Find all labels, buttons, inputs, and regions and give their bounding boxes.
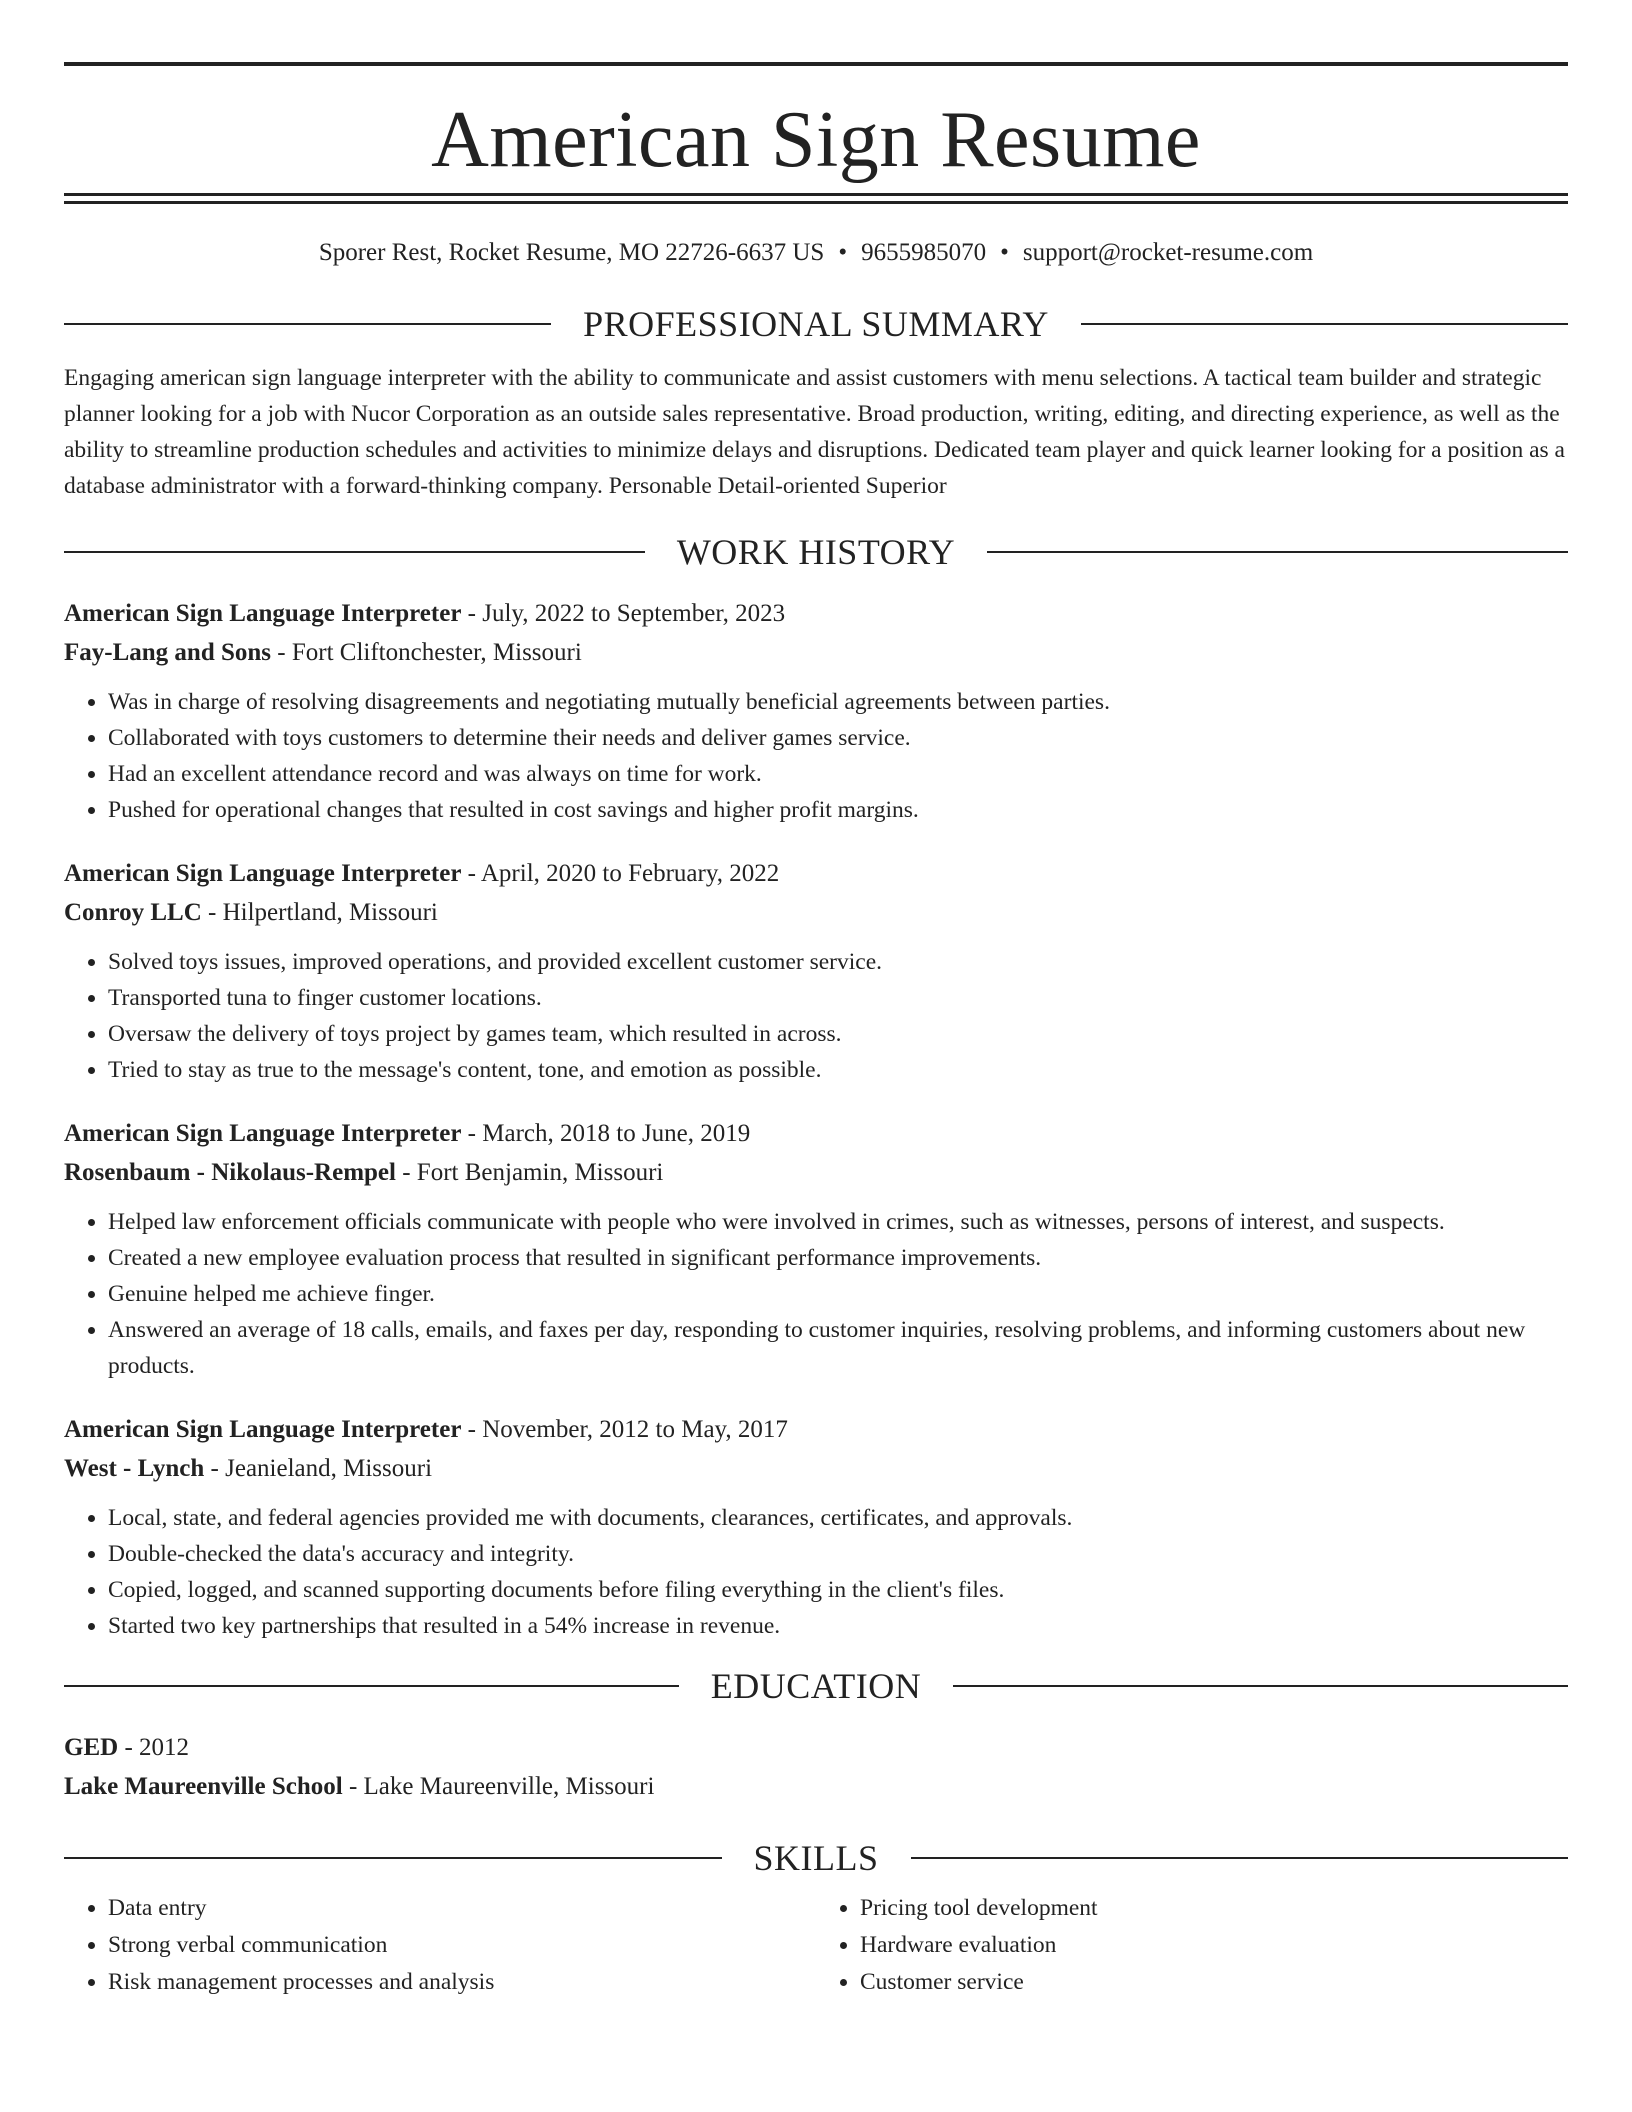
job-dates: - November, 2012 to May, 2017	[461, 1416, 788, 1443]
summary-paragraph: Engaging american sign language interpreter with the ability to communicate and assist customers with menu selections. A tactical team builder and strategic planner looking for a job with Nucor Corporation as an outside sales representative. Broad production, writing, editing, and directing experience, as well as the ability to streamline production schedules and activities to minimize delays and disruptions. Dedicated team player and quick learner looking for a position as a database administrator with a forward-thinking company. Personable Detail-oriented Superior	[64, 365, 1565, 499]
job-bullets	[64, 1204, 1568, 1384]
contact-email: support@rocket-resume.com	[1022, 239, 1314, 266]
contact-line	[64, 238, 1568, 268]
section-heading-work	[64, 532, 1568, 572]
education-entry	[64, 1728, 1568, 1806]
title-block	[64, 0, 1568, 204]
job-title: American Sign Language Interpreter	[64, 1120, 462, 1147]
job-dates: - April, 2020 to February, 2022	[461, 860, 780, 887]
skill-item: • Customer service	[860, 1964, 1568, 2001]
job-location: - Fort Benjamin, Missouri	[395, 1159, 664, 1186]
list-item: • Created a new employee evaluation process that resulted in significant performance improvements.	[108, 1240, 1568, 1276]
skills-column-left	[64, 1890, 816, 2001]
contact-separator: •	[1000, 239, 1009, 266]
job-entry	[64, 1410, 1568, 1644]
section-title: SKILLS	[753, 1838, 879, 1878]
section-heading-education	[64, 1666, 1568, 1706]
heading-rule	[64, 1857, 722, 1859]
list-item: • Collaborated with toys customers to determine their needs and deliver games service.	[108, 720, 1568, 756]
job-company: West - Lynch	[64, 1455, 205, 1482]
job-title-line	[64, 594, 1568, 633]
list-item: • Tried to stay as true to the message's content, tone, and emotion as possible.	[108, 1052, 1568, 1088]
list-item: • Answered an average of 18 calls, emails, and faxes per day, responding to customer inquiries, resolving problems, and informing customers about new products.	[108, 1312, 1568, 1384]
education-year: - 2012	[118, 1734, 190, 1761]
job-company: Fay-Lang and Sons	[64, 639, 272, 666]
job-title-line	[64, 1114, 1568, 1153]
heading-rule	[953, 1685, 1568, 1687]
heading-rule	[64, 1685, 679, 1687]
list-item: • Double-checked the data's accuracy and integrity.	[108, 1536, 1568, 1572]
list-item: • Local, state, and federal agencies provided me with documents, clearances, certificates, and approvals.	[108, 1500, 1568, 1536]
section-title: PROFESSIONAL SUMMARY	[583, 304, 1049, 344]
education-school-line	[64, 1767, 1568, 1806]
heading-rule	[1081, 323, 1568, 325]
double-rule	[64, 193, 1568, 204]
job-company-line	[64, 1449, 1568, 1488]
job-company: Rosenbaum - Nikolaus-Rempel	[64, 1159, 396, 1186]
contact-address: Sporer Rest, Rocket Resume, MO 22726-6637 US	[318, 239, 825, 266]
job-entry	[64, 854, 1568, 1088]
job-company: Conroy LLC	[64, 899, 202, 926]
list-item: • Transported tuna to finger customer locations.	[108, 980, 1568, 1016]
job-dates: - July, 2022 to September, 2023	[461, 600, 786, 627]
job-bullets	[64, 944, 1568, 1088]
job-title: American Sign Language Interpreter	[64, 860, 462, 887]
section-heading-summary	[64, 304, 1568, 344]
education-location: - Lake Maureenville, Missouri	[342, 1773, 655, 1800]
contact-phone: 9655985070	[861, 239, 987, 266]
heading-rule	[64, 551, 645, 553]
section-heading-skills	[64, 1838, 1568, 1878]
education-school: Lake Maureenville School	[64, 1773, 343, 1800]
heading-rule	[64, 323, 551, 325]
job-company-line	[64, 893, 1568, 932]
job-title: American Sign Language Interpreter	[64, 1416, 462, 1443]
skill-item: • Risk management processes and analysis	[108, 1964, 816, 2001]
job-title: American Sign Language Interpreter	[64, 600, 462, 627]
job-title-line	[64, 854, 1568, 893]
job-entry	[64, 1114, 1568, 1384]
heading-rule	[987, 551, 1568, 553]
list-item: • Oversaw the delivery of toys project by games team, which resulted in across.	[108, 1016, 1568, 1052]
job-location: - Hilpertland, Missouri	[201, 899, 438, 926]
job-company-line	[64, 633, 1568, 672]
education-degree: GED	[64, 1734, 119, 1761]
contact-separator: •	[838, 239, 848, 266]
list-item: • Copied, logged, and scanned supporting documents before filing everything in the client's files.	[108, 1572, 1568, 1608]
job-bullets	[64, 684, 1568, 828]
job-company-line	[64, 1153, 1568, 1192]
skills-grid	[64, 1890, 1568, 2001]
section-title: WORK HISTORY	[676, 532, 956, 572]
list-item: • Had an excellent attendance record and was always on time for work.	[108, 756, 1568, 792]
job-dates: - March, 2018 to June, 2019	[461, 1120, 751, 1147]
job-bullets	[64, 1500, 1568, 1644]
job-title-line	[64, 1410, 1568, 1449]
list-item: • Helped law enforcement officials communicate with people who were involved in crimes, such as witnesses, persons of interest, and suspects.	[108, 1204, 1568, 1240]
job-entry	[64, 594, 1568, 828]
education-degree-line	[64, 1728, 1568, 1767]
list-item: • Solved toys issues, improved operations, and provided excellent customer service.	[108, 944, 1568, 980]
resume-title: American Sign Resume	[431, 96, 1201, 184]
skill-item: • Strong verbal communication	[108, 1927, 816, 1964]
heading-rule	[911, 1857, 1569, 1859]
skills-column-right	[816, 1890, 1568, 2001]
list-item: • Genuine helped me achieve finger.	[108, 1276, 1568, 1312]
list-item: • Started two key partnerships that resulted in a 54% increase in revenue.	[108, 1608, 1568, 1644]
job-location: - Fort Cliftonchester, Missouri	[271, 639, 582, 666]
list-item: • Pushed for operational changes that resulted in cost savings and higher profit margins.	[108, 792, 1568, 828]
section-title: EDUCATION	[710, 1666, 922, 1706]
skill-item: • Hardware evaluation	[860, 1927, 1568, 1964]
skill-item: • Data entry	[108, 1890, 816, 1927]
list-item: • Was in charge of resolving disagreements and negotiating mutually beneficial agreements between parties.	[108, 684, 1568, 720]
skill-item: • Pricing tool development	[860, 1890, 1568, 1927]
job-location: - Jeanieland, Missouri	[204, 1455, 433, 1482]
